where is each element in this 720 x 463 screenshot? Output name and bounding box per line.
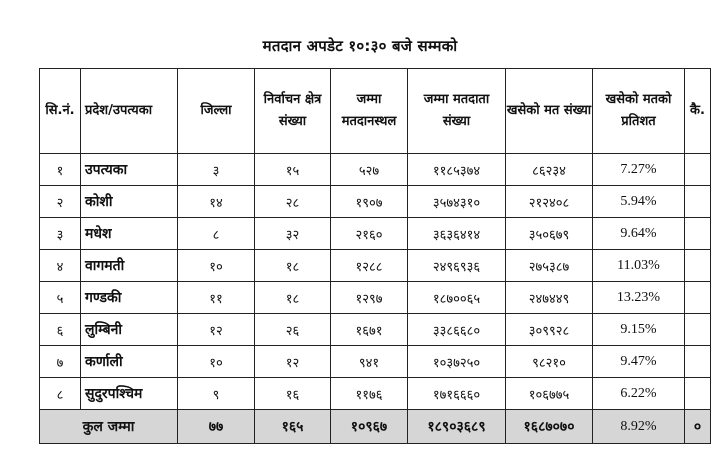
total-vote-percent: 8.92%: [593, 410, 685, 444]
cell-sn: ५: [40, 282, 81, 314]
cell-province: उपत्यका: [81, 154, 178, 186]
cell-polling-stations: १२८८: [331, 250, 408, 282]
table-row: [40, 154, 711, 186]
voting-update-table: [39, 68, 711, 444]
cell-remarks: [685, 346, 711, 378]
header-province: प्रदेश/उपत्यका: [81, 69, 178, 154]
cell-remarks: [685, 218, 711, 250]
total-remarks: ०: [685, 410, 711, 444]
header-polling-stations: जम्मा मतदानस्थल: [331, 69, 408, 154]
cell-province: लुम्बिनी: [81, 314, 178, 346]
header-constituency: निर्वाचन क्षेत्र संख्या: [255, 69, 331, 154]
cell-district: १२: [178, 314, 255, 346]
cell-polling-stations: १२९७: [331, 282, 408, 314]
cell-total-voters: ३५७४३१०: [408, 186, 506, 218]
cell-votes-cast: २७५३८७: [506, 250, 593, 282]
cell-vote-percent: 7.27%: [593, 154, 685, 186]
cell-district: ८: [178, 218, 255, 250]
total-district: ७७: [178, 410, 255, 444]
cell-constituency: १८: [255, 250, 331, 282]
cell-vote-percent: 11.03%: [593, 250, 685, 282]
cell-vote-percent: 6.22%: [593, 378, 685, 410]
cell-remarks: [685, 154, 711, 186]
cell-remarks: [685, 186, 711, 218]
cell-province: गण्डकी: [81, 282, 178, 314]
cell-vote-percent: 9.64%: [593, 218, 685, 250]
total-polling-stations: १०९६७: [331, 410, 408, 444]
table-row: [40, 282, 711, 314]
header-vote-percent: खसेको मतको प्रतिशत: [593, 69, 685, 154]
cell-sn: ४: [40, 250, 81, 282]
cell-sn: २: [40, 186, 81, 218]
cell-vote-percent: 9.47%: [593, 346, 685, 378]
cell-votes-cast: २१२४०८: [506, 186, 593, 218]
header-row: [40, 69, 711, 154]
cell-votes-cast: १०६७७५: [506, 378, 593, 410]
cell-votes-cast: ८६२३४: [506, 154, 593, 186]
cell-province: मधेश: [81, 218, 178, 250]
total-row: [40, 410, 711, 444]
cell-constituency: २८: [255, 186, 331, 218]
cell-remarks: [685, 282, 711, 314]
cell-vote-percent: 13.23%: [593, 282, 685, 314]
cell-polling-stations: ११७६: [331, 378, 408, 410]
table-row: [40, 186, 711, 218]
cell-sn: ३: [40, 218, 81, 250]
table-row: [40, 346, 711, 378]
cell-province: सुदुरपश्चिम: [81, 378, 178, 410]
cell-polling-stations: ९४१: [331, 346, 408, 378]
cell-total-voters: १७१६६६०: [408, 378, 506, 410]
cell-district: १४: [178, 186, 255, 218]
cell-total-voters: ३६३६४१४: [408, 218, 506, 250]
total-votes-cast: १६८७०७०: [506, 410, 593, 444]
total-constituency: १६५: [255, 410, 331, 444]
cell-sn: १: [40, 154, 81, 186]
cell-province: कर्णाली: [81, 346, 178, 378]
cell-total-voters: १८७००६५: [408, 282, 506, 314]
cell-votes-cast: ३०९९२८: [506, 314, 593, 346]
cell-district: ११: [178, 282, 255, 314]
header-remarks: कै.: [685, 69, 711, 154]
cell-vote-percent: 5.94%: [593, 186, 685, 218]
total-voters: १८९०३६८९: [408, 410, 506, 444]
cell-remarks: [685, 314, 711, 346]
cell-votes-cast: ३५०६७९: [506, 218, 593, 250]
cell-constituency: १५: [255, 154, 331, 186]
cell-polling-stations: ५२७: [331, 154, 408, 186]
table-title: मतदान अपडेट १०:३० बजे सम्मको: [262, 37, 458, 55]
cell-sn: ७: [40, 346, 81, 378]
header-sn: सि.नं.: [40, 69, 81, 154]
total-label: कुल जम्मा: [40, 410, 178, 444]
cell-votes-cast: २४७४४९: [506, 282, 593, 314]
cell-district: ९: [178, 378, 255, 410]
cell-total-voters: १०३७२५०: [408, 346, 506, 378]
cell-polling-stations: २१६०: [331, 218, 408, 250]
cell-polling-stations: १९०७: [331, 186, 408, 218]
table-row: [40, 250, 711, 282]
header-votes-cast: खसेको मत संख्या: [506, 69, 593, 154]
cell-total-voters: २४९६९३६: [408, 250, 506, 282]
header-district: जिल्ला: [178, 69, 255, 154]
cell-district: ३: [178, 154, 255, 186]
table-row: [40, 218, 711, 250]
cell-sn: ८: [40, 378, 81, 410]
cell-district: १०: [178, 346, 255, 378]
cell-province: कोशी: [81, 186, 178, 218]
cell-total-voters: ३३८६६८०: [408, 314, 506, 346]
table-row: [40, 314, 711, 346]
cell-vote-percent: 9.15%: [593, 314, 685, 346]
cell-total-voters: ११८५३७४: [408, 154, 506, 186]
cell-remarks: [685, 378, 711, 410]
cell-remarks: [685, 250, 711, 282]
cell-constituency: २६: [255, 314, 331, 346]
cell-votes-cast: ९८२१०: [506, 346, 593, 378]
cell-constituency: ३२: [255, 218, 331, 250]
header-total-voters: जम्मा मतदाता संख्या: [408, 69, 506, 154]
cell-sn: ६: [40, 314, 81, 346]
cell-polling-stations: १६७१: [331, 314, 408, 346]
cell-province: वागमती: [81, 250, 178, 282]
cell-constituency: १६: [255, 378, 331, 410]
cell-district: १०: [178, 250, 255, 282]
cell-constituency: १२: [255, 346, 331, 378]
cell-constituency: १८: [255, 282, 331, 314]
table-row: [40, 378, 711, 410]
